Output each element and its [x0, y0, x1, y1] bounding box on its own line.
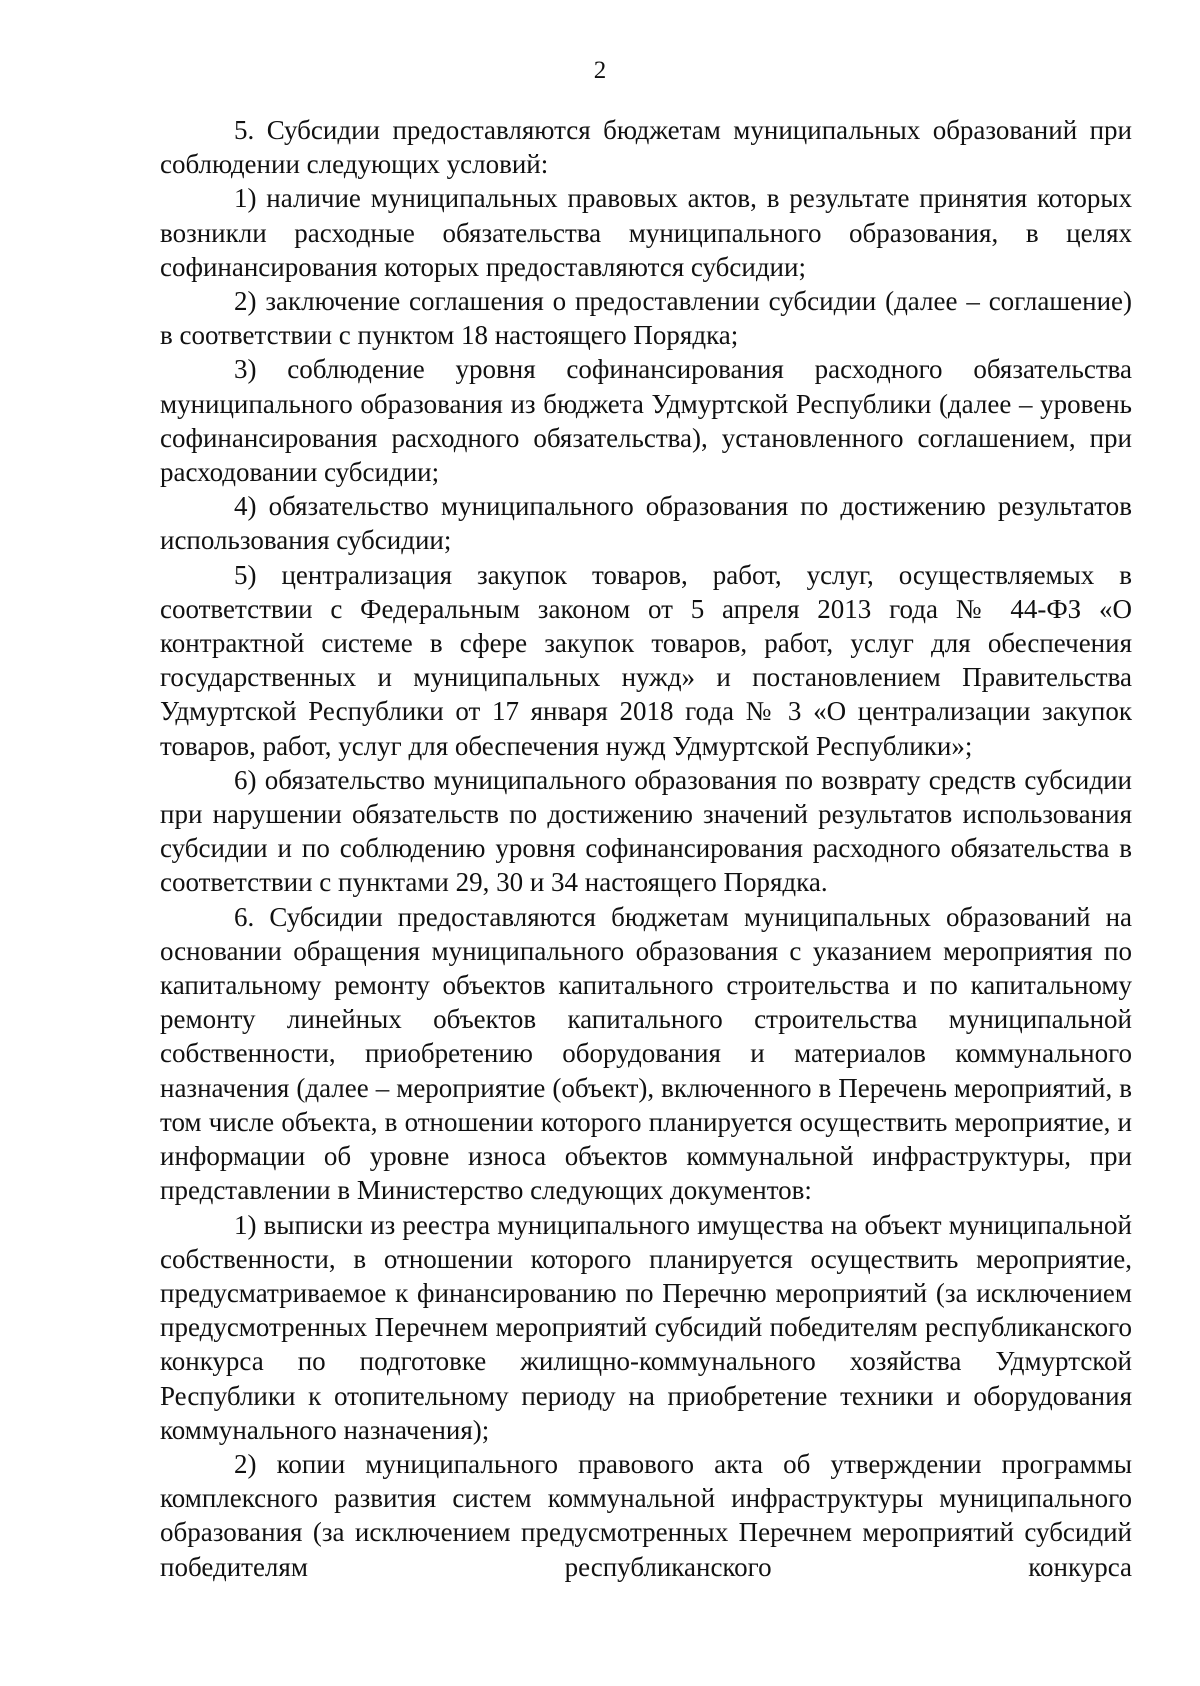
page-number: 2	[593, 57, 607, 84]
paragraph-document-2: 2) копии муниципального правового акта об утверждении программы комплексного развития систем коммунальной инфраструктуры муниципального образования (за исключением предусмотренных Перечнем мероприятий субсидий победителям республиканского конкурса	[160, 1448, 1132, 1582]
paragraph-condition-3: 3) соблюдение уровня софинансирования расходного обязательства муниципального образования из бюджета Удмуртской Республики (далее – уровень софинансирования расходного обязательства), установленного соглашением, при расходовании субсидии;	[160, 354, 1132, 488]
document-body	[160, 113, 1132, 1584]
paragraph-condition-4: 4) обязательство муниципального образования по достижению результатов использования субсидии;	[160, 491, 1132, 556]
paragraph-section-5: 5. Субсидии предоставляются бюджетам муниципальных образований при соблюдении следующих условий:	[160, 115, 1132, 180]
paragraph-condition-2: 2) заключение соглашения о предоставлении субсидии (далее – соглашение) в соответствии с пунктом 18 настоящего Порядка;	[160, 286, 1132, 351]
paragraph-condition-5: 5) централизация закупок товаров, работ, услуг, осуществляемых в соответствии с Федеральным законом от 5 апреля 2013 года № 44-ФЗ «О контрактной системе в сфере закупок товаров, работ, услуг для обеспечения государственных и муниципальных нужд» и постановлением Правительства Удмуртской Республики от 17 января 2018 года № 3 «О централизации закупок товаров, работ, услуг для обеспечения нужд Удмуртской Республики»;	[160, 559, 1132, 761]
paragraph-document-1: 1) выписки из реестра муниципального имущества на объект муниципальной собственности, в отношении которого планируется осуществить мероприятие, предусматриваемое к финансированию по Перечню мероприятий (за исключением предусмотренных Перечнем мероприятий субсидий победителям республиканского конкурса по подготовке жилищно-коммунального хозяйства Удмуртской Республики к отопительному периоду на приобретение техники и оборудования коммунального назначения);	[160, 1209, 1132, 1445]
paragraph-condition-6: 6) обязательство муниципального образования по возврату средств субсидии при нарушении обязательств по достижению значений результатов использования субсидии и по соблюдению уровня софинансирования расходного обязательства в соответствии с пунктами 29, 30 и 34 настоящего Порядка.	[160, 764, 1132, 898]
paragraph-section-6: 6. Субсидии предоставляются бюджетам муниципальных образований на основании обращения муниципального образования с указанием мероприятия по капитальному ремонту объектов капитального строительства и по капитальному ремонту линейных объектов капитального строительства муниципальной собственности, приобретению оборудования и материалов коммунального назначения (далее – мероприятие (объект), включенного в Перечень мероприятий, в том числе объекта, в отношении которого планируется осуществить мероприятие, и информации об уровне износа объектов коммунальной инфраструктуры, при представлении в Министерство следующих документов:	[160, 901, 1132, 1206]
paragraph-condition-1: 1) наличие муниципальных правовых актов, в результате принятия которых возникли расходные обязательства муниципального образования, в целях софинансирования которых предоставляются субсидии;	[160, 183, 1132, 282]
